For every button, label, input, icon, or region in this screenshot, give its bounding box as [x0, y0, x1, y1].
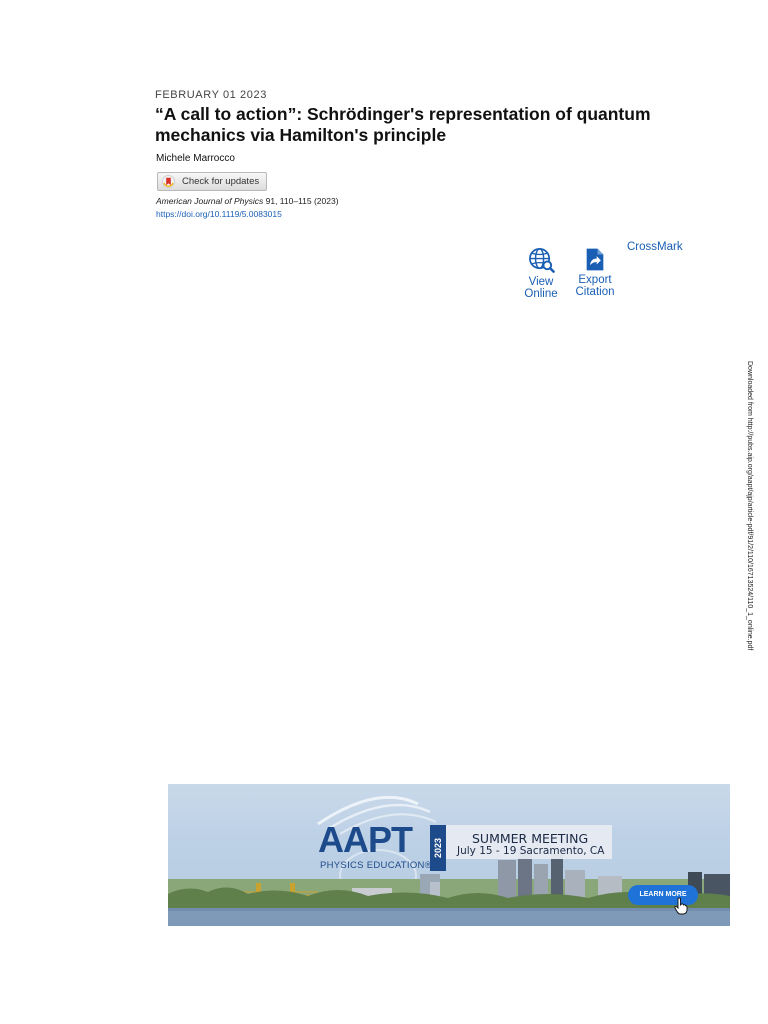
citation	[156, 196, 339, 206]
export-citation-button[interactable]	[570, 247, 620, 298]
meeting-title: SUMMER MEETING	[472, 831, 589, 846]
doi-link[interactable]: https://doi.org/10.1119/5.0083015	[156, 209, 282, 219]
publication-date: FEBRUARY 01 2023	[155, 89, 267, 101]
export-citation-label: Export Citation	[575, 274, 615, 298]
journal-name: American Journal of Physics	[156, 196, 264, 206]
aapt-summer-meeting-banner[interactable]	[168, 784, 730, 926]
author-name: Michele Marrocco	[156, 153, 235, 164]
hand-pointer-icon	[674, 897, 688, 915]
aapt-year-badge: 2023	[430, 825, 446, 871]
globe-magnifier-icon	[528, 247, 555, 274]
learn-more-button[interactable]: LEARN MORE	[628, 885, 698, 905]
check-for-updates-button[interactable]	[157, 172, 267, 191]
crossmark-link[interactable]: CrossMark	[627, 241, 683, 253]
aapt-logo: AAPT	[318, 819, 412, 860]
export-document-icon	[585, 247, 605, 272]
check-updates-icon	[162, 175, 175, 188]
view-online-label: View Online	[524, 276, 558, 300]
view-online-button[interactable]	[519, 247, 563, 300]
citation-details: 91, 110–115 (2023)	[263, 196, 339, 206]
check-for-updates-label: Check for updates	[182, 176, 260, 187]
meeting-dates: July 15 - 19 Sacramento, CA	[457, 845, 605, 857]
article-title: “A call to action”: Schrödinger's representation of quantum mechanics via Hamilton's principle	[155, 104, 651, 145]
aapt-tagline: PHYSICS EDUCATION®	[320, 860, 432, 871]
download-source-note: Downloaded from http://pubs.aip.org/aapt/ajp/article-pdf/91/2/110/16713524/110_1_online.pdf	[746, 361, 753, 651]
